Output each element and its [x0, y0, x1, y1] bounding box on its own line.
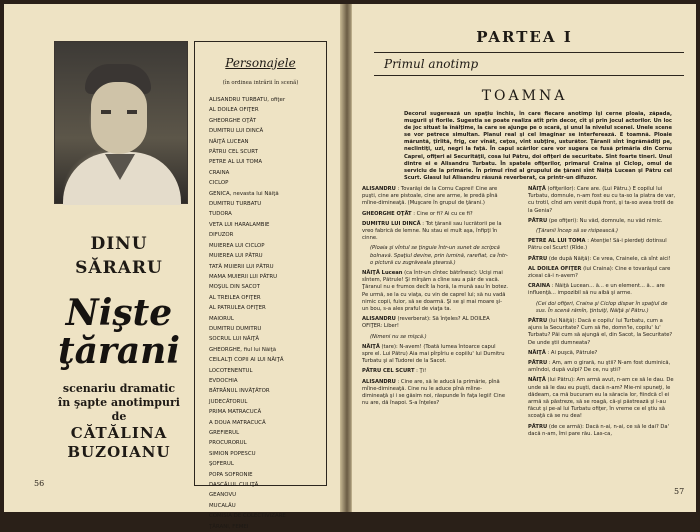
- cast-member: MOŞUL DIN SACOT: [209, 284, 260, 291]
- subtitle-line-2: în şapte anotimpuri: [58, 396, 180, 409]
- cast-member: MAMA MUIERII LUI PĂTRU: [209, 273, 278, 280]
- speaker-name: NĂIŢĂ: [528, 377, 546, 384]
- cast-member: AL DOILEA OFIŢER: [209, 107, 259, 114]
- cast-member: TATĂ MUIERII LUI PĂTRU: [209, 263, 274, 270]
- speaker-name: DUMITRU LUI DINCĂ: [362, 220, 421, 227]
- director-name: [34, 424, 204, 462]
- dialogue-line: [528, 360, 678, 374]
- speech-text: : Atenţie! Să-i pierdeţi dotinsul Pătru cel Scurt! (Rîde.): [528, 238, 667, 252]
- cast-member: CEILALŢI COPII AI LUI NĂIŢĂ: [209, 357, 284, 364]
- stage-direction: (Nimeni nu se mişcă.): [370, 333, 427, 340]
- title-line-2: ţărani: [57, 330, 181, 372]
- cast-member: MAIORUL: [209, 315, 234, 322]
- speech-text: (lui Craina): Cine e tovarăşul care ziceai că-i n-avem?: [528, 265, 671, 280]
- dialogue-line: [528, 266, 678, 280]
- speaker-name: ALISANDRU: [362, 378, 396, 385]
- cast-box: [194, 41, 327, 530]
- speech-text: : Tot ţăranii sau lucrătorii pe la vreo fabrică de lemne. Nu stau ei mult aşa, înfipţi în cinne.: [362, 220, 502, 242]
- dialogue-line: [362, 379, 508, 408]
- cast-member: GEANOVU: [209, 492, 237, 499]
- speech-text: (pe ofiţeri): Nu văd, domnule, nu văd nimic.: [548, 217, 663, 224]
- speaker-name: NĂIŢĂ: [528, 186, 546, 192]
- cast-member: SOCRUL LUI NĂIŢĂ: [209, 336, 260, 343]
- cast-member: DUMITRU LUI DINCĂ: [209, 128, 264, 135]
- cast-member: GENICA, nevasta lui Năiţă: [209, 190, 279, 197]
- speaker-name: GHEORGHE OŢĂT: [362, 210, 412, 217]
- cast-member: MUIEREA LUI CICLOP: [209, 242, 265, 249]
- author-name: [44, 232, 194, 280]
- speaker-name: NĂIŢĂ: [528, 349, 546, 356]
- cast-member: ALISANDRU TURBATU, ofiţer: [209, 97, 286, 103]
- cast-member: PROCURORUL: [209, 440, 247, 447]
- author-last: SĂRARU: [75, 258, 163, 278]
- author-portrait: [54, 41, 188, 204]
- cast-member: PETRE AL LUI TOMA: [209, 159, 263, 166]
- cast-member: A DOUA MATRACUCĂ: [209, 419, 266, 426]
- cast-member: POPA SOFRONIE: [209, 471, 253, 478]
- cast-member: DASCĂLUL CULIŢĂ: [209, 482, 259, 489]
- dialogue-line: [362, 211, 508, 218]
- speech-text: (lui Pătru): Am armă avut, n-am ce să le dau. De unde să le dau eu puşti, dacă n-am? Mie-mi spuneţi, le dădeam, ca mă bucuram eu la săracia lor, fiindcă cî ei armă să păstreze, să se roagă, că-şi păstrează şi i-au făcut şi pe-al lui Turbatu ofiţer, în vreme ce el ştiu să scoaţă că se nu dea!: [528, 377, 674, 420]
- speaker-name: PĂTRU: [528, 318, 548, 325]
- cast-member: AL PATRULEA OFIŢER: [209, 305, 266, 312]
- page-number-left: 56: [34, 479, 45, 488]
- cast-member: BĂTRÂNUL INVĂŢĂTOR: [209, 388, 270, 395]
- dialogue-line: [528, 256, 678, 263]
- director-first: CĂTĂLINA: [70, 424, 168, 442]
- speech-text: : Ţi!: [416, 368, 427, 375]
- speech-text: (de ce armă): Dacă n-ai, n-ai, ce să le dai? Da' dacă n-am, îmi pare rău. Las-ca,: [528, 423, 669, 437]
- speech-text: (tare): N-avem! (Toată lumea întoarce capul spre el. Lui Pătru) Aia mai pîrpîriu e copiilu' lui Dumitru Turbatu şi al Tudorei de la Sacot.: [362, 343, 505, 365]
- cast-heading: Personajele: [225, 56, 296, 70]
- speaker-name: CRAINA: [528, 283, 551, 290]
- stage-direction: (Ţăranii încep să se risipească.): [536, 228, 619, 235]
- cast-member: DIFUZOR: [209, 232, 234, 239]
- title-line-1: Nişte: [65, 292, 173, 334]
- cast-member: GHEORGHE OŢĂT: [209, 117, 257, 124]
- cast-member: CRAINA: [209, 169, 230, 176]
- speaker-name: NĂIŢĂ Lucean: [362, 270, 403, 277]
- speech-text: : Năiţă Lucean... ă... e un element... ă... are influenţă... impozibil să nu aibă şi arme.: [528, 283, 665, 297]
- subtitle-de: de: [111, 410, 127, 423]
- speech-text: : Cine are, să le aducă la primărie, pînă mîine-dimineaţă. Cine nu le aduce pînă mîine-dimineaţă şi i se găsim noi, răspunde în faţa legii! Cine nu are, dă înapoi. S-a înţeles?: [362, 378, 506, 407]
- cast-list: [209, 95, 326, 532]
- cast-member: ŢĂRANI, FEMEI: [209, 523, 249, 530]
- stage-direction-intro: Decorul sugerează un spaţiu închis, în care fiecare anotimp îşi cerne ploaia, zăpada, mugurii şi florile. Sugestia se poate realiza atît prin decor, cît şi prin jocul actorilor. Un loc de joc situat la înălţime, la care se ajunge pe o scară, şi unul la nivelul scenei. Unele scene se vor petrece simultan. Planul real şi cel imaginar se interferează. E toamnă. Ploaie măruntă, ţîrîită, frig, cer vînăt, ceţos, vînt subţire, usturător. Ţăranii sînt îngrămădiţi pe, neclintiţi, uzi, negri la faţă. În capul scărilor care vor sugera ce fusă primăria din Cornu Caprei, ofiţeri ai Securităţii, cosa lui Pătru, doi ofiţeri de securitate. Sînt foarte tineri. Unul dintre ei e Alisandru Turbatu. În spatele ofiţerilor, primarul Craina şi Ciclop, omul de serviciu de la primărie. În primul rînd al grupului de ţărani sînt Năiţă Lucean şi Pătru cel Scurt. Glasul lui Alisandru răsună reverberat, ca printr-un difuzor.: [404, 111, 672, 181]
- dialogue-line: [528, 283, 678, 297]
- cast-member: GHEORGHE, fiul lui Năiţă: [209, 346, 277, 353]
- play-subtitle: [34, 382, 204, 410]
- dialogue-line: [528, 377, 678, 420]
- cast-member: VETA LUI HARALAMBIE: [209, 221, 270, 228]
- cast-member: GREFIERUL: [209, 430, 240, 436]
- cast-member: DUMITRU DUMITRU: [209, 325, 262, 332]
- season-banner: [374, 52, 684, 76]
- dialogue-column-2: [528, 186, 678, 441]
- dialogue-line: [362, 186, 508, 208]
- speaker-name: PETRE AL LUI TOMA: [528, 238, 586, 245]
- dialogue-line: [528, 318, 678, 347]
- play-title: [24, 294, 214, 370]
- cast-member: PRIMA MATRACUCĂ: [209, 409, 262, 416]
- cast-member: MUIEREA LUI PĂTRU: [209, 253, 263, 260]
- part-heading: PARTEA I: [476, 28, 573, 46]
- speaker-name: PĂTRU: [528, 255, 548, 262]
- dialogue-line: [362, 270, 508, 313]
- cast-member: NĂIŢĂ LUCEAN: [209, 138, 249, 145]
- cast-member: PĂTRU CEL SCURT: [209, 149, 258, 156]
- cast-member: DUMITRU TURBATU: [209, 201, 262, 208]
- page-number-right: 57: [674, 487, 685, 496]
- cast-member: CICLOP: [209, 180, 229, 187]
- dialogue-line: [362, 344, 508, 366]
- speaker-name: AL DOILEA OFIŢER: [528, 265, 582, 272]
- cast-member: AL TREILEA OFIŢER: [209, 294, 261, 301]
- speech-text: (de după Năiţă): Ce vrea, Crainele, că sînt aici!: [548, 255, 671, 262]
- speech-text: (ofiţerilor): Care are. (Lui Pătru.) E copilul lui Turbatu, domnule, n-am fost eu cu ta-so la piatra de var, cu trotil, cînd am venit după front, şi ta-so avea trotil de la Genia?: [528, 186, 676, 214]
- season-title: Primul anotimp: [384, 57, 479, 71]
- speech-text: (ca într-un cîntec bătrînesc): Ucişi mai sîntem, Pătrule! Şi mîrşăm a cîine sau a păr de vacă. Ţăranul nu e frumos decît la horă, la mună sau în botez. Pe urmă, se la cu viaţa, cu vin de caprel lui; să nu vadă nimic copii, fuior, să se doarmă. Şi se şi mai moare şi-un bou, s-a ales praful de viaţa ta.: [362, 270, 509, 313]
- subseason-title: TOAMNA: [481, 88, 568, 104]
- cast-member: SIMION POPESCU: [209, 450, 256, 457]
- speaker-name: PĂTRU: [528, 423, 548, 430]
- dialogue-line: [362, 316, 508, 330]
- cast-member: JUDECĂTORUL: [209, 398, 248, 405]
- dialogue-line: [528, 238, 678, 252]
- cast-member: LOCOTENENTUL: [209, 367, 253, 374]
- cast-order-note: (în ordinea intrării în scenă): [222, 80, 299, 86]
- cast-member: COMISIA DE COLECTIVIZARE: [209, 513, 286, 520]
- speaker-name: PĂTRU: [528, 360, 548, 367]
- cast-member: ŞOFERUL: [209, 461, 234, 468]
- subtitle-line-1: scenariu dramatic: [62, 382, 176, 395]
- speech-text: : Cine or fi? Ai cu ce fi?: [413, 210, 473, 217]
- speaker-name: ALISANDRU: [362, 186, 396, 192]
- dialogue-column-1: [362, 186, 508, 410]
- director-last: BUZOIANU: [67, 443, 171, 461]
- cast-member: TUDORA: [209, 211, 232, 218]
- stage-direction: (Cei doi ofiţeri, Craina şi Ciclop dispar în spaţiul de sus. În scenă rămîn, ţintuiţi, Năiţă şi Pătru.): [536, 300, 668, 314]
- dialogue-line: [528, 350, 678, 357]
- author-first: DINU: [90, 234, 148, 254]
- speech-text: (reverberat): Să înţeles? AL DOILEA OFIŢER: Liber!: [362, 316, 490, 330]
- cast-member: EVDOCHIA: [209, 377, 238, 384]
- speaker-name: PĂTRU: [528, 217, 548, 224]
- right-page: [351, 4, 696, 512]
- speaker-name: NĂIŢĂ: [362, 343, 380, 350]
- cast-member: MUCALĂU: [209, 502, 236, 509]
- speech-text: : Ai puşcă, Pătrule?: [547, 349, 598, 356]
- dialogue-line: [528, 186, 678, 215]
- dialogue-line: [362, 221, 508, 243]
- left-page: [4, 4, 343, 530]
- dialogue-line: [528, 218, 678, 225]
- speech-text: : Am, am o girară, nu ştii? N-am fost duminică, amîndoi, după vulpi? De ce, nu ştii?: [528, 360, 671, 374]
- dialogue-line: [362, 368, 508, 375]
- speech-text: (lui Năiţă): Dacă e copilu' lui Turbatu, cum a ajuns la Securitate? Cum să fie, domn'le, copilu' lu' Turbatu? Păi cum să ajungă el, din Sacot, la Securitate? De unde ştii dumneata?: [528, 318, 673, 346]
- dialogue-line: [528, 424, 678, 438]
- stage-direction: (Ploaia şi vîntul se ţinguie într-un sunet de scripcă bolnavă. Spaţiul devine, prin lumină, rarefiat, ca într-o pictură cu zugrăveala ştearsă.): [370, 245, 508, 266]
- speaker-name: ALISANDRU: [362, 316, 396, 323]
- speech-text: : Tovarăşi de la Cornu Caprei! Cine are puşti, cine are pistoale, cine are arme, le predă pînă mîine-dimineaţă. (Muşcare în grupul de ţărani.): [362, 186, 498, 207]
- speaker-name: PĂTRU CEL SCURT: [362, 368, 415, 375]
